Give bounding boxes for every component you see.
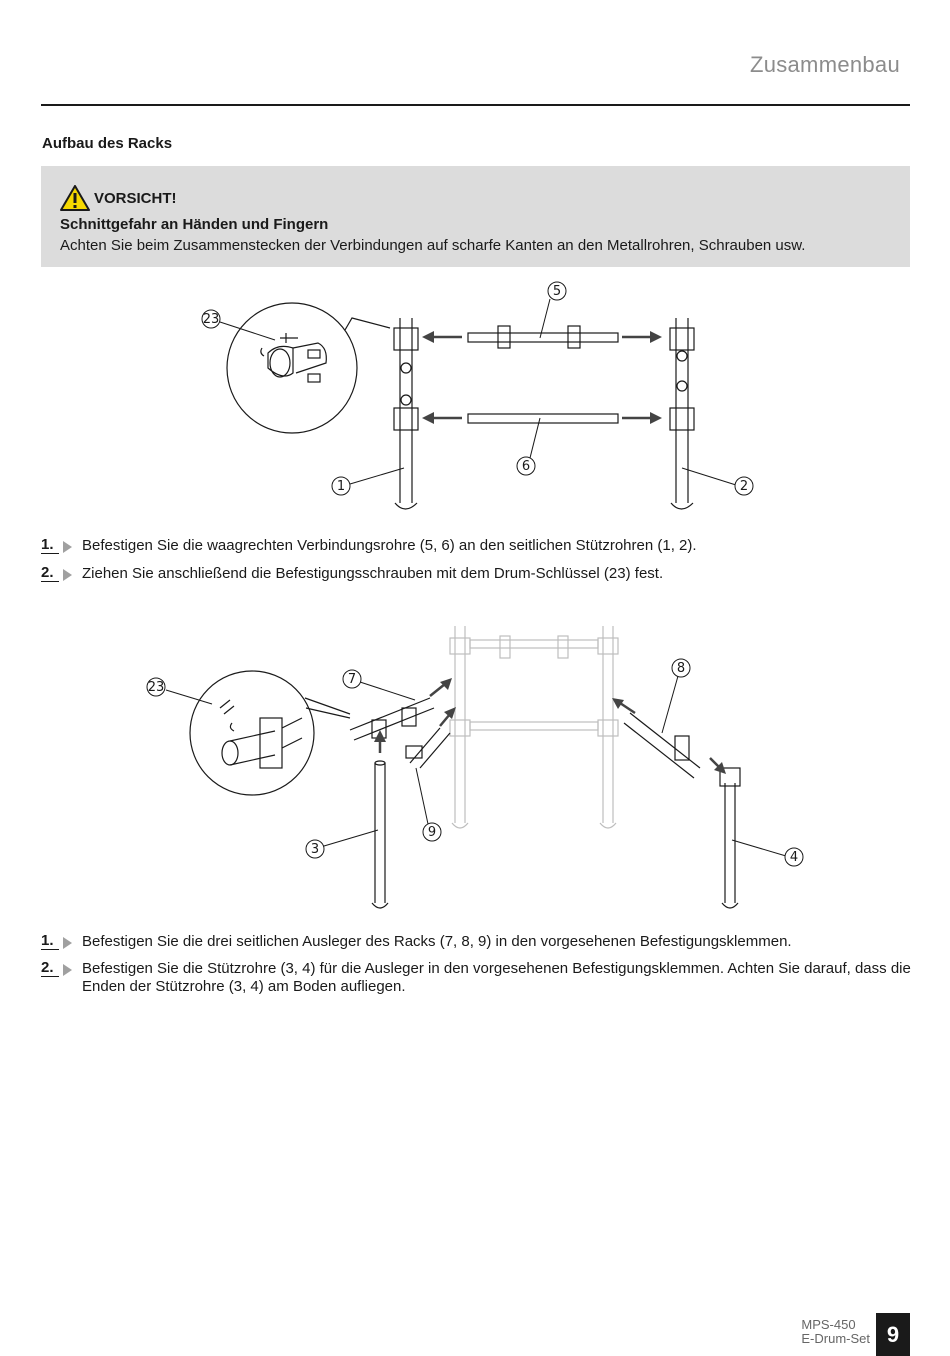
header-divider [41,104,910,106]
caution-heading-text: VORSICHT! [94,189,177,207]
top-crossbar [468,326,618,348]
callout-9 [423,823,441,841]
warning-triangle-icon [60,185,90,211]
arm-8 [624,713,700,778]
step-b1-text: Befestigen Sie die drei seitlichen Ausleger des Racks (7, 8, 9) in den vorgesehenen Befestigungsklemmen. [82,933,792,950]
step-a1-text: Befestigen Sie die waagrechten Verbindungsrohre (5, 6) an den seitlichen Stützrohren (1, 2). [82,537,697,554]
bottom-crossbar [468,414,618,423]
step-a1 [41,537,911,555]
step-a1-number: 1. [41,537,59,554]
step-a2-number: 2. [41,565,59,582]
step-b2-number: 2. [41,960,59,977]
footer-model-info [801,1318,870,1346]
callout-5 [548,282,566,300]
callout-8-label: 8 [676,661,686,676]
caution-subheading: Schnittgefahr an Händen und Fingern [60,216,329,233]
callout-7 [343,670,361,688]
callout-4-label: 4 [789,850,799,865]
callout-5-label: 5 [552,284,562,299]
step-arrow-icon [63,964,72,976]
page-header-title: Zusammenbau [749,52,900,77]
caution-box [41,166,910,267]
stand-tube-4 [720,768,740,908]
callout-7-label: 7 [347,672,357,687]
faded-rack-frame [450,626,618,828]
callout-6 [517,457,535,475]
callout-1-label: 1 [336,479,346,494]
callout-23-fig2-label: 23 [147,680,165,695]
figure-rack-frame [190,278,770,523]
caution-heading [60,185,177,211]
right-stand-tube [670,318,694,509]
arm-7 [350,698,434,748]
detail-circle-arm-clamp [190,671,314,795]
callout-6-label: 6 [521,459,531,474]
left-stand-tube [394,318,418,509]
step-arrow-icon [63,541,72,553]
callout-1 [332,477,350,495]
callout-3 [306,840,324,858]
callout-9-label: 9 [427,825,437,840]
step-a2 [41,565,911,583]
step-a2-text: Ziehen Sie anschließend die Befestigungsschrauben mit dem Drum-Schlüssel (23) fest. [82,565,664,582]
step-b2-text: Befestigen Sie die Stützrohre (3, 4) für die Ausleger in den vorgesehenen Befestigungsklemmen. Achten Sie darauf, dass die Enden der Stützrohre (3, 4) am Boden aufliegen. [82,960,911,995]
footer-model: MPS-450 [801,1317,856,1332]
callout-23-fig1-label: 23 [202,312,220,327]
page-number: 9 [876,1313,910,1356]
callout-4 [785,848,803,866]
detail-circle-clamp [227,303,357,433]
callout-23-fig2 [147,678,165,696]
clamp-detail-drawing [261,333,326,382]
step-b1 [41,933,911,951]
callout-23-fig1 [202,310,220,328]
arm-9 [406,728,450,768]
caution-text: Achten Sie beim Zusammenstecken der Verbindungen auf scharfe Kanten an den Metallrohren, Schrauben usw. [60,237,806,254]
step-arrow-icon [63,569,72,581]
callout-8 [672,659,690,677]
section-title: Aufbau des Racks [42,135,173,152]
figure-side-arms [140,618,820,918]
step-b2 [41,960,911,996]
step-arrow-icon [63,937,72,949]
step-b1-number: 1. [41,933,59,950]
arm-clamp-detail-drawing [220,700,302,768]
callout-2 [735,477,753,495]
footer-product: E-Drum-Set [801,1331,870,1346]
callout-3-label: 3 [310,842,320,857]
callout-2-label: 2 [739,479,749,494]
stand-tube-3 [372,761,388,908]
